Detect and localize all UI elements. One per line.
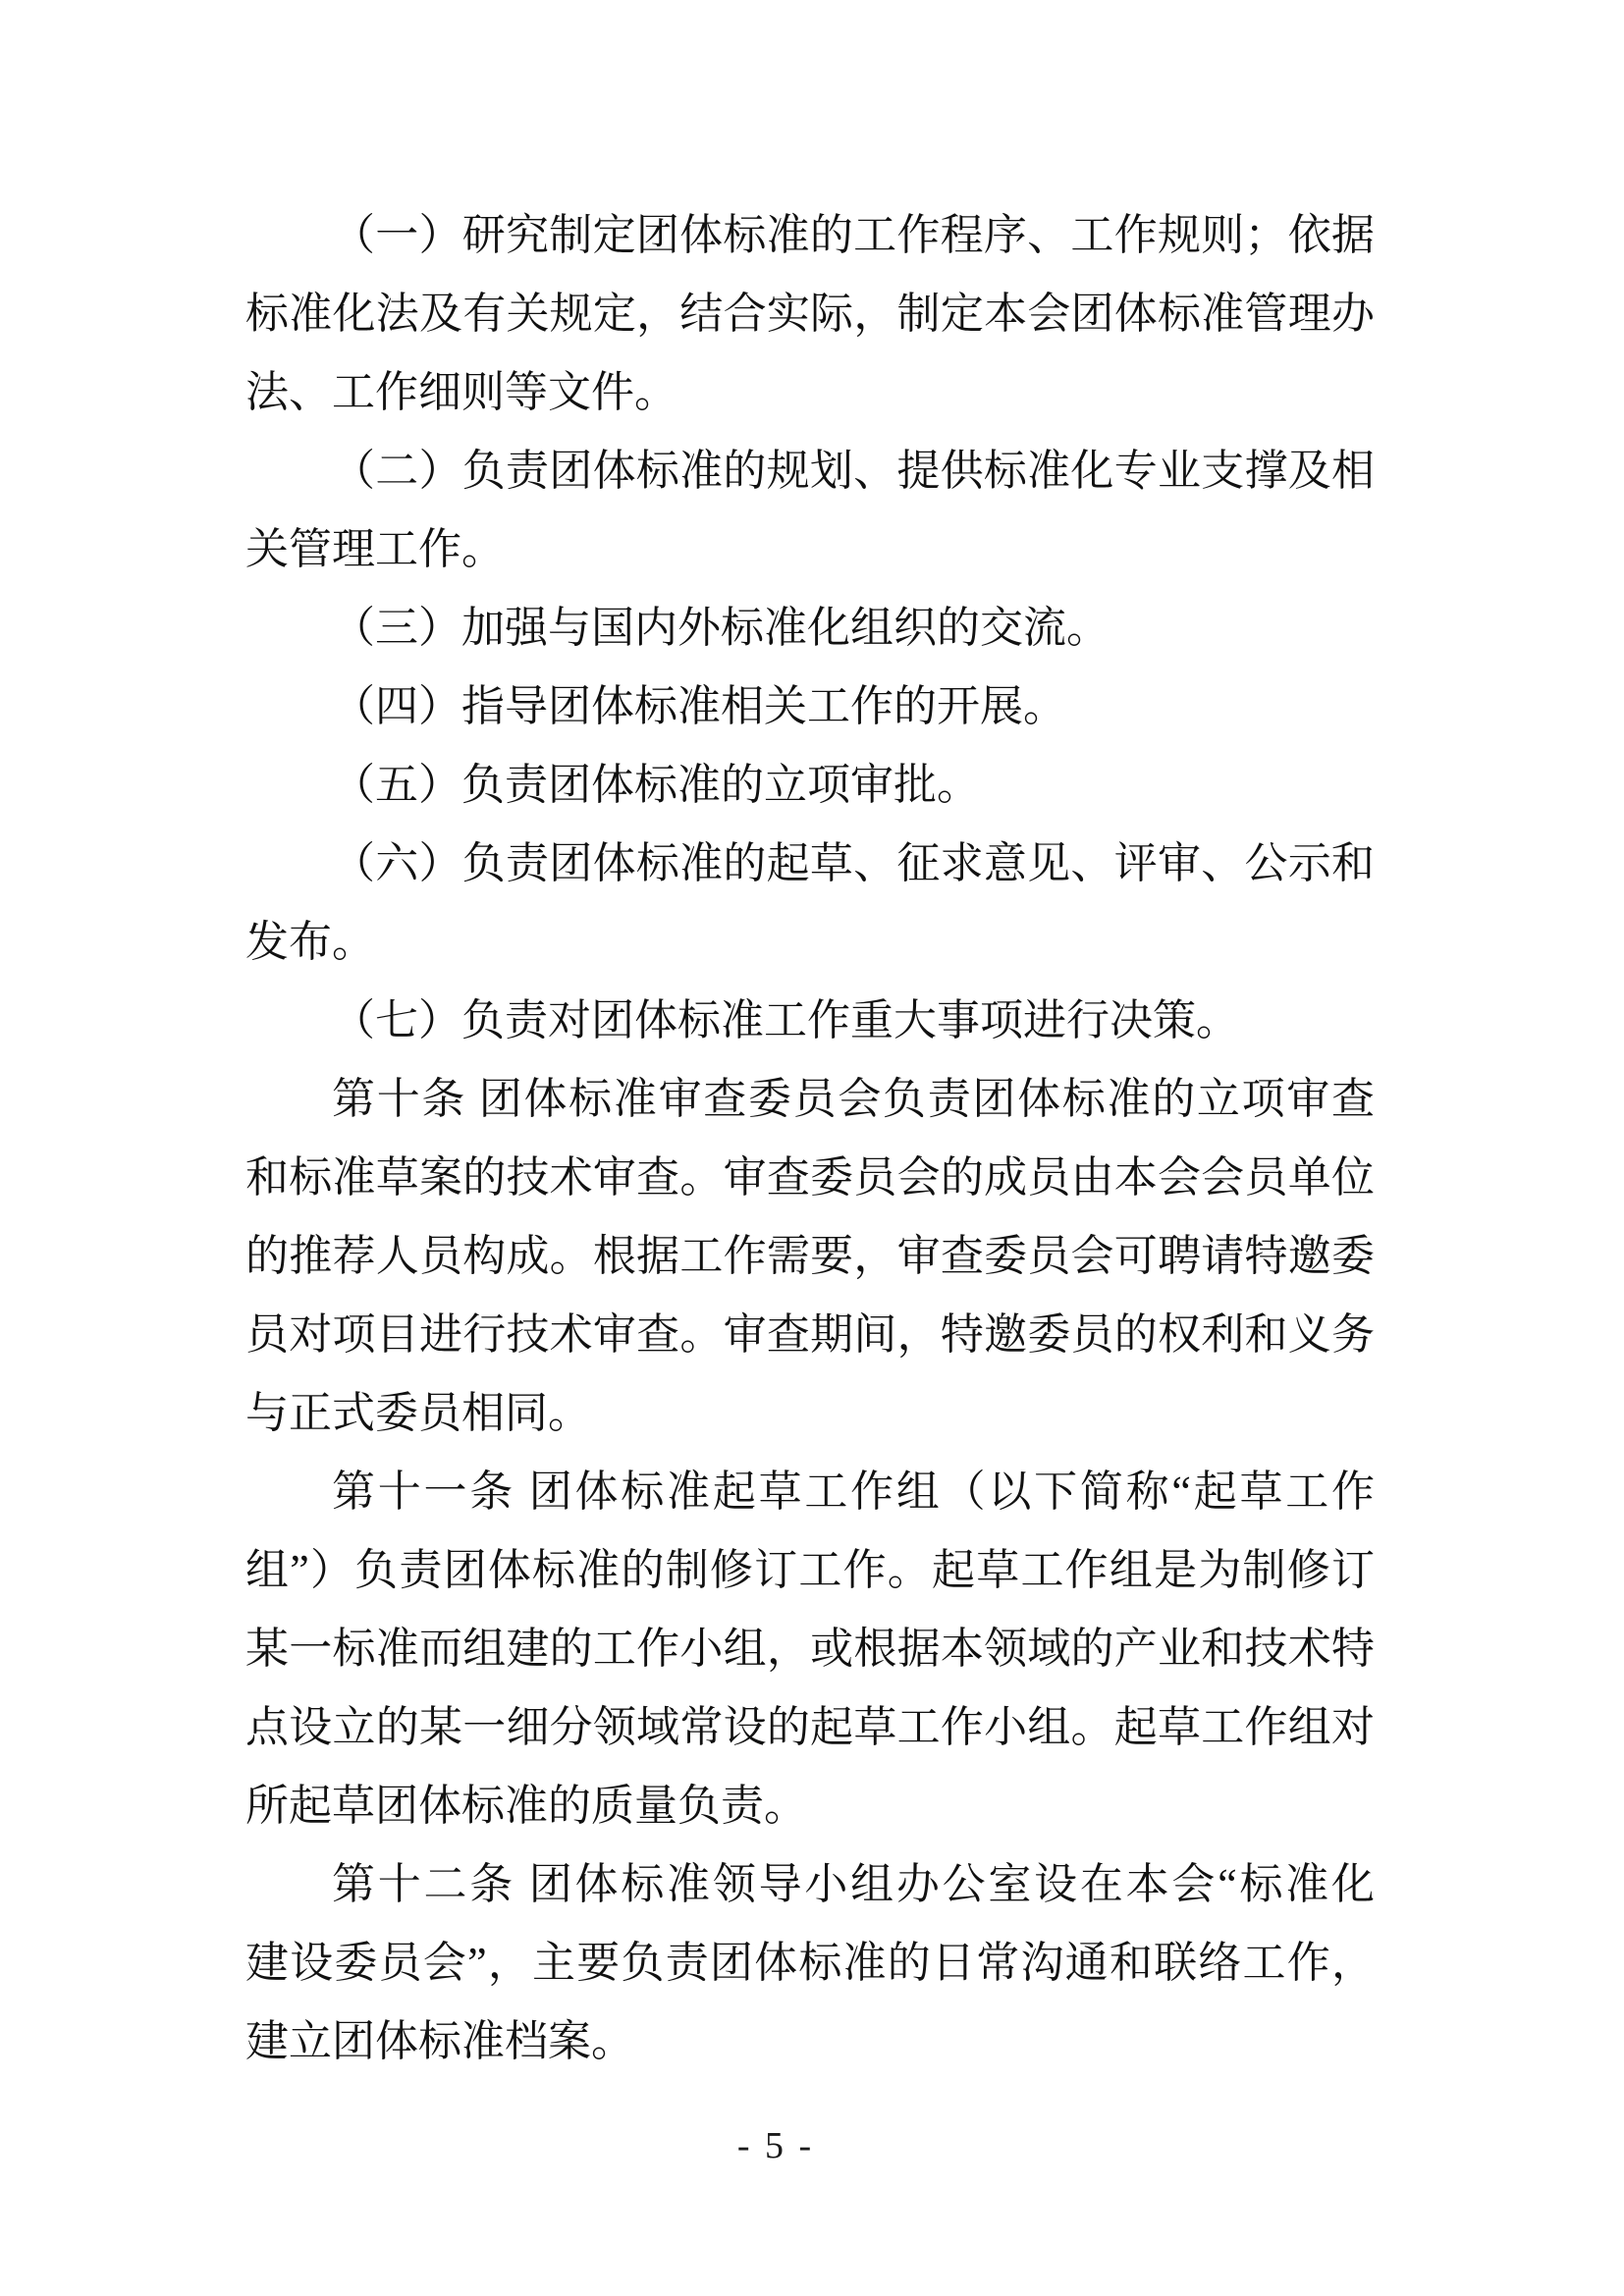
text-line: 某一标准而组建的工作小组，或根据本领域的产业和技术特 bbox=[245, 1625, 1375, 1673]
paragraph bbox=[245, 1453, 1375, 1845]
text-line: （三）加强与国内外标准化组织的交流。 bbox=[332, 604, 1110, 652]
text-line: （七）负责对团体标准工作重大事项进行决策。 bbox=[332, 996, 1239, 1044]
text-line: 关管理工作。 bbox=[245, 525, 505, 573]
text-line: 第十一条 团体标准起草工作组（以下简称“起草工作 bbox=[332, 1468, 1375, 1516]
paragraph bbox=[245, 196, 1375, 432]
text-line: 建立团体标准档案。 bbox=[245, 2017, 634, 2065]
text-line: （二）负责团体标准的规划、提供标准化专业支撑及相 bbox=[332, 447, 1375, 495]
text-line: 组”）负责团体标准的制修订工作。起草工作组是为制修订 bbox=[245, 1546, 1375, 1594]
text-line: 员对项目进行技术审查。审查期间，特邀委员的权利和义务 bbox=[245, 1310, 1375, 1359]
text-line: 点设立的某一细分领域常设的起草工作小组。起草工作组对 bbox=[245, 1703, 1375, 1751]
paragraph bbox=[245, 1060, 1375, 1453]
text-line: 建设委员会”，主要负责团体标准的日常沟通和联络工作， bbox=[245, 1939, 1375, 1987]
text-line: 第十条 团体标准审查委员会负责团体标准的立项审查 bbox=[332, 1075, 1375, 1123]
paragraph bbox=[245, 982, 1375, 1060]
text-line: 发布。 bbox=[245, 918, 375, 966]
text-line: （五）负责团体标准的立项审批。 bbox=[332, 761, 980, 809]
paragraph bbox=[245, 1845, 1375, 2081]
paragraph bbox=[245, 825, 1375, 982]
text-line: 第十二条 团体标准领导小组办公室设在本会“标准化 bbox=[332, 1860, 1375, 1908]
text-line: 与正式委员相同。 bbox=[245, 1389, 591, 1437]
text-line: （四）指导团体标准相关工作的开展。 bbox=[332, 682, 1066, 730]
text-line: 所起草团体标准的质量负责。 bbox=[245, 1782, 807, 1830]
paragraph bbox=[245, 746, 1375, 825]
text-line: 标准化法及有关规定，结合实际，制定本会团体标准管理办 bbox=[245, 290, 1375, 338]
text-line: （一）研究制定团体标准的工作程序、工作规则；依据 bbox=[332, 211, 1375, 259]
body-text bbox=[245, 196, 1375, 2081]
paragraph bbox=[245, 667, 1375, 746]
page-number: - 5 - bbox=[736, 2125, 815, 2166]
text-line: （六）负责团体标准的起草、征求意见、评审、公示和 bbox=[332, 839, 1375, 887]
text-line: 和标准草案的技术审查。审查委员会的成员由本会会员单位 bbox=[245, 1153, 1375, 1201]
text-line: 的推荐人员构成。根据工作需要，审查委员会可聘请特邀委 bbox=[245, 1232, 1375, 1280]
paragraph bbox=[245, 432, 1375, 589]
paragraph bbox=[245, 589, 1375, 667]
text-line: 法、工作细则等文件。 bbox=[245, 368, 677, 416]
